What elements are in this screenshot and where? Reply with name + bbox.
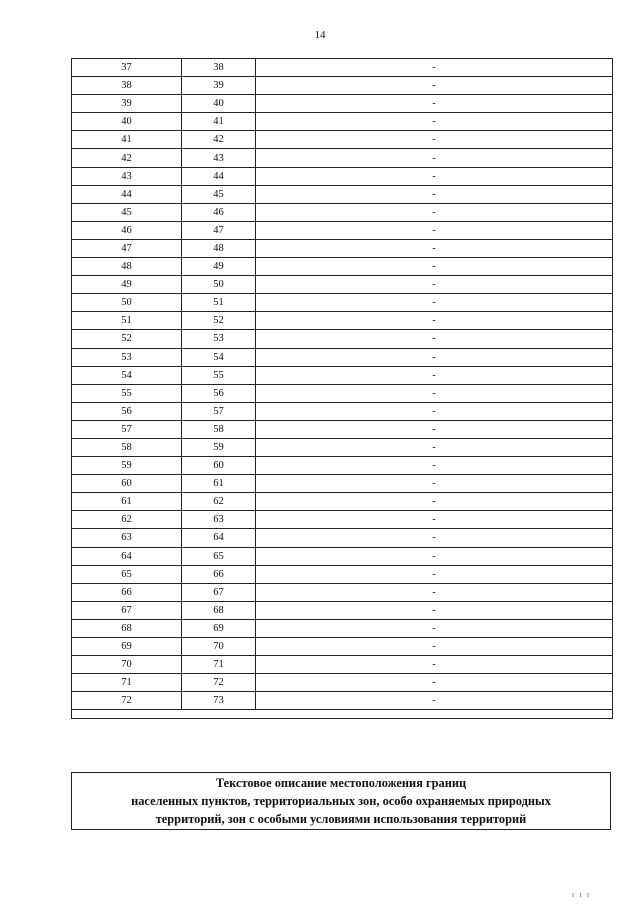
point-from-cell: 59 <box>72 457 182 475</box>
description-cell: - <box>256 312 613 330</box>
point-to-cell: 67 <box>182 583 256 601</box>
caption-line-1: Текстовое описание местоположения границ <box>215 776 467 790</box>
point-from-cell: 52 <box>72 330 182 348</box>
table-row <box>72 384 612 402</box>
table-row <box>72 95 612 113</box>
table-row <box>72 221 612 239</box>
description-cell: - <box>256 95 613 113</box>
point-from-cell: 66 <box>72 583 182 601</box>
description-cell: - <box>256 113 613 131</box>
table-row <box>72 239 612 257</box>
point-from-cell: 42 <box>72 149 182 167</box>
point-to-cell: 72 <box>182 674 256 692</box>
boundary-points-table <box>71 58 613 719</box>
point-to-cell: 69 <box>182 619 256 637</box>
point-from-cell: 61 <box>72 493 182 511</box>
point-to-cell: 49 <box>182 258 256 276</box>
table-row <box>72 312 612 330</box>
point-to-cell: 52 <box>182 312 256 330</box>
description-cell: - <box>256 402 613 420</box>
table-row <box>72 674 612 692</box>
description-cell: - <box>256 457 613 475</box>
description-cell: - <box>256 565 613 583</box>
point-to-cell: 48 <box>182 239 256 257</box>
table-row <box>72 438 612 456</box>
description-cell: - <box>256 674 613 692</box>
point-from-cell: 45 <box>72 203 182 221</box>
point-to-cell: 68 <box>182 601 256 619</box>
table-row <box>72 149 612 167</box>
description-cell: - <box>256 692 613 710</box>
description-cell: - <box>256 601 613 619</box>
point-to-cell: 54 <box>182 348 256 366</box>
point-from-cell: 53 <box>72 348 182 366</box>
table-row <box>72 420 612 438</box>
point-from-cell: 68 <box>72 619 182 637</box>
table-row <box>72 547 612 565</box>
description-cell: - <box>256 149 613 167</box>
point-to-cell: 45 <box>182 185 256 203</box>
table-row <box>72 113 612 131</box>
point-to-cell: 70 <box>182 638 256 656</box>
description-cell: - <box>256 294 613 312</box>
table-row <box>72 457 612 475</box>
table-row <box>72 276 612 294</box>
caption-line-2: населенных пунктов, территориальных зон, особо охраняемых природных <box>131 794 551 808</box>
point-to-cell: 53 <box>182 330 256 348</box>
point-from-cell: 44 <box>72 185 182 203</box>
table-body <box>72 59 612 710</box>
table-row <box>72 638 612 656</box>
point-to-cell: 62 <box>182 493 256 511</box>
point-to-cell: 66 <box>182 565 256 583</box>
table-row <box>72 656 612 674</box>
point-from-cell: 54 <box>72 366 182 384</box>
point-from-cell: 38 <box>72 77 182 95</box>
point-to-cell: 44 <box>182 167 256 185</box>
table-row <box>72 565 612 583</box>
point-from-cell: 41 <box>72 131 182 149</box>
description-cell: - <box>256 493 613 511</box>
point-to-cell: 55 <box>182 366 256 384</box>
point-from-cell: 70 <box>72 656 182 674</box>
point-from-cell: 43 <box>72 167 182 185</box>
description-cell: - <box>256 203 613 221</box>
description-cell: - <box>256 529 613 547</box>
description-cell: - <box>256 276 613 294</box>
point-from-cell: 47 <box>72 239 182 257</box>
point-from-cell: 48 <box>72 258 182 276</box>
point-to-cell: 60 <box>182 457 256 475</box>
description-cell: - <box>256 239 613 257</box>
description-cell: - <box>256 656 613 674</box>
point-from-cell: 56 <box>72 402 182 420</box>
point-to-cell: 63 <box>182 511 256 529</box>
description-cell: - <box>256 475 613 493</box>
point-to-cell: 39 <box>182 77 256 95</box>
page-number: 14 <box>314 29 326 41</box>
table-row <box>72 258 612 276</box>
point-to-cell: 38 <box>182 59 256 77</box>
point-to-cell: 42 <box>182 131 256 149</box>
table-row <box>72 692 612 710</box>
description-cell: - <box>256 258 613 276</box>
table-row <box>72 59 612 77</box>
table-row <box>72 366 612 384</box>
description-cell: - <box>256 438 613 456</box>
point-to-cell: 71 <box>182 656 256 674</box>
description-cell: - <box>256 167 613 185</box>
table-row <box>72 167 612 185</box>
point-to-cell: 46 <box>182 203 256 221</box>
footer-mark: I I I <box>572 893 591 899</box>
description-cell: - <box>256 330 613 348</box>
point-from-cell: 40 <box>72 113 182 131</box>
description-cell: - <box>256 366 613 384</box>
description-cell: - <box>256 547 613 565</box>
point-from-cell: 62 <box>72 511 182 529</box>
table-row <box>72 601 612 619</box>
point-from-cell: 37 <box>72 59 182 77</box>
point-to-cell: 50 <box>182 276 256 294</box>
point-to-cell: 59 <box>182 438 256 456</box>
point-to-cell: 73 <box>182 692 256 710</box>
table-row <box>72 493 612 511</box>
point-from-cell: 57 <box>72 420 182 438</box>
point-from-cell: 71 <box>72 674 182 692</box>
table-row <box>72 475 612 493</box>
point-to-cell: 56 <box>182 384 256 402</box>
point-from-cell: 55 <box>72 384 182 402</box>
table-row <box>72 402 612 420</box>
description-cell: - <box>256 348 613 366</box>
point-to-cell: 65 <box>182 547 256 565</box>
description-cell: - <box>256 185 613 203</box>
caption-line-3: территорий, зон с особыми условиями использования территорий <box>155 812 527 826</box>
point-from-cell: 69 <box>72 638 182 656</box>
point-from-cell: 49 <box>72 276 182 294</box>
description-cell: - <box>256 131 613 149</box>
point-from-cell: 64 <box>72 547 182 565</box>
table-row <box>72 348 612 366</box>
description-cell: - <box>256 511 613 529</box>
point-from-cell: 39 <box>72 95 182 113</box>
description-cell: - <box>256 420 613 438</box>
description-cell: - <box>256 221 613 239</box>
point-from-cell: 72 <box>72 692 182 710</box>
point-from-cell: 63 <box>72 529 182 547</box>
point-from-cell: 67 <box>72 601 182 619</box>
point-from-cell: 58 <box>72 438 182 456</box>
point-to-cell: 47 <box>182 221 256 239</box>
description-cell: - <box>256 59 613 77</box>
table-row <box>72 619 612 637</box>
table-row <box>72 77 612 95</box>
point-to-cell: 58 <box>182 420 256 438</box>
point-to-cell: 51 <box>182 294 256 312</box>
table-row <box>72 131 612 149</box>
table-row <box>72 185 612 203</box>
description-cell: - <box>256 619 613 637</box>
point-to-cell: 41 <box>182 113 256 131</box>
table-row <box>72 511 612 529</box>
point-from-cell: 65 <box>72 565 182 583</box>
description-cell: - <box>256 638 613 656</box>
description-cell: - <box>256 77 613 95</box>
point-from-cell: 46 <box>72 221 182 239</box>
table-row <box>72 529 612 547</box>
point-to-cell: 43 <box>182 149 256 167</box>
point-to-cell: 57 <box>182 402 256 420</box>
table-tail <box>72 710 612 719</box>
table-row <box>72 203 612 221</box>
section-caption <box>71 772 611 830</box>
point-to-cell: 40 <box>182 95 256 113</box>
table-row <box>72 583 612 601</box>
table-row <box>72 330 612 348</box>
table-row <box>72 294 612 312</box>
point-to-cell: 61 <box>182 475 256 493</box>
description-cell: - <box>256 583 613 601</box>
point-from-cell: 51 <box>72 312 182 330</box>
description-cell: - <box>256 384 613 402</box>
point-to-cell: 64 <box>182 529 256 547</box>
point-from-cell: 60 <box>72 475 182 493</box>
point-from-cell: 50 <box>72 294 182 312</box>
